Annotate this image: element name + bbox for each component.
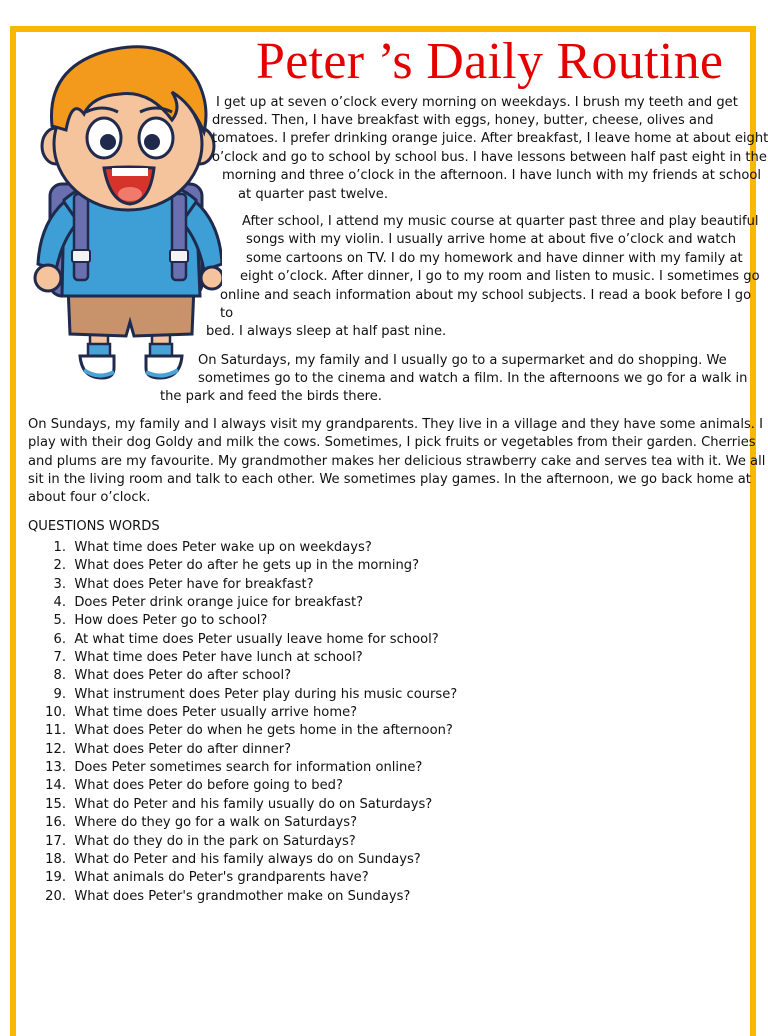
paragraph-line: tomatoes. I prefer drinking orange juice. After breakfast, I leave home at about eight	[212, 131, 768, 146]
question-number: 18.	[45, 851, 66, 867]
question-number: 11.	[45, 723, 66, 739]
question-item	[28, 704, 457, 722]
question-number: 16.	[45, 815, 66, 831]
question-number: 14.	[45, 778, 66, 794]
question-text: What time does Peter wake up on weekdays?	[74, 540, 372, 555]
question-number: 4.	[53, 595, 66, 611]
question-item	[28, 631, 457, 649]
question-number: 5.	[53, 613, 66, 629]
question-text: What do they do in the park on Saturdays?	[74, 833, 356, 849]
question-text: What does Peter do when he gets home in the afternoon?	[74, 723, 453, 739]
paragraph-line: morning and three o’clock in the afternoon. I have lunch with my friends at school	[222, 168, 762, 183]
question-text: What do Peter and his family usually do on Saturdays?	[74, 796, 433, 812]
question-item	[28, 667, 457, 685]
question-item	[28, 851, 457, 869]
question-text: What do Peter and his family always do on Sundays?	[74, 851, 421, 867]
paragraph-line: at quarter past twelve.	[238, 187, 389, 202]
question-number: 9.	[53, 686, 66, 702]
question-text: What instrument does Peter play during his music course?	[74, 686, 458, 702]
question-number: 3.	[53, 576, 66, 592]
question-text: Does Peter sometimes search for information online?	[74, 760, 423, 776]
paragraph-line: to	[220, 306, 234, 321]
question-item	[28, 833, 457, 851]
question-text: At what time does Peter usually leave home for school?	[74, 631, 439, 647]
question-item	[28, 722, 457, 740]
question-item	[28, 557, 457, 575]
question-number: 19.	[45, 870, 66, 886]
page-title: Peter ’s Daily Routine	[256, 33, 724, 90]
paragraph-line: and plums are my favourite. My grandmother makes her delicious strawberry cake and serves tea with it. We all	[28, 454, 766, 469]
question-text: What does Peter's grandmother make on Sundays?	[74, 888, 411, 904]
question-number: 2.	[53, 558, 66, 574]
questions-list	[28, 539, 457, 906]
question-item	[28, 576, 457, 594]
paragraph-line: I get up at seven o’clock every morning on weekdays. I brush my teeth and get	[216, 95, 738, 110]
question-text: What does Peter do after he gets up in the morning?	[74, 558, 420, 574]
questions-heading: QUESTIONS WORDS	[28, 519, 160, 534]
question-number: 10.	[45, 705, 66, 721]
question-number: 17.	[45, 833, 66, 849]
paragraph-line: some cartoons on TV. I do my homework and have dinner with my family at	[246, 251, 743, 266]
question-item	[28, 869, 457, 887]
question-item	[28, 594, 457, 612]
question-text: How does Peter go to school?	[74, 613, 268, 629]
paragraph-line: sometimes go to the cinema and watch a film. In the afternoons we go for a walk in	[198, 371, 748, 386]
question-item	[28, 777, 457, 795]
question-text: What does Peter do after dinner?	[74, 741, 292, 757]
question-item	[28, 759, 457, 777]
paragraph-line: o’clock and go to school by school bus. I have lessons between half past eight in the	[212, 150, 767, 165]
question-text: What animals do Peter's grandparents have?	[74, 870, 369, 886]
paragraph-line: play with their dog Goldy and milk the cows. Sometimes, I pick fruits or vegetables from their garden. Cherries	[28, 435, 756, 450]
question-number: 7.	[53, 650, 66, 666]
question-item	[28, 888, 457, 906]
question-text: Where do they go for a walk on Saturdays?	[74, 815, 358, 831]
question-item	[28, 741, 457, 759]
question-text: Does Peter drink orange juice for breakfast?	[74, 595, 364, 611]
paragraph-line: dressed. Then, I have breakfast with eggs, honey, butter, cheese, olives and	[212, 113, 714, 128]
question-item	[28, 649, 457, 667]
question-text: What time does Peter have lunch at school?	[74, 650, 363, 666]
question-number: 1.	[53, 540, 66, 555]
question-item	[28, 539, 457, 557]
question-number: 15.	[45, 796, 66, 812]
paragraph-line: the park and feed the birds there.	[160, 389, 382, 404]
question-number: 12.	[45, 741, 66, 757]
question-item	[28, 686, 457, 704]
question-text: What does Peter do after school?	[74, 668, 292, 684]
question-text: What does Peter do before going to bed?	[74, 778, 343, 794]
paragraph-line: eight o’clock. After dinner, I go to my room and listen to music. I sometimes go	[240, 269, 760, 284]
paragraph-line: online and seach information about my school subjects. I read a book before I go	[220, 288, 752, 303]
question-number: 6.	[53, 631, 66, 647]
question-number: 8.	[53, 668, 66, 684]
paragraph-line: On Sundays, my family and I always visit my grandparents. They live in a village and they have some animals. I	[28, 417, 763, 432]
paragraph-line: After school, I attend my music course at quarter past three and play beautiful	[242, 214, 759, 229]
question-item	[28, 612, 457, 630]
paragraph-line: songs with my violin. I usually arrive home at about five o’clock and watch	[246, 232, 737, 247]
question-item	[28, 814, 457, 832]
cartoon-boy-icon	[22, 34, 222, 384]
question-text: What does Peter have for breakfast?	[74, 576, 314, 592]
paragraph-line: about four o’clock.	[28, 490, 151, 505]
paragraph-line: bed. I always sleep at half past nine.	[206, 324, 447, 339]
question-number: 13.	[45, 760, 66, 776]
question-item	[28, 796, 457, 814]
question-text: What time does Peter usually arrive home?	[74, 705, 358, 721]
question-number: 20.	[45, 888, 66, 904]
paragraph-line: sit in the living room and talk to each other. We sometimes play games. In the afternoon, we go back home at	[28, 472, 751, 487]
paragraph-line: On Saturdays, my family and I usually go to a supermarket and do shopping. We	[198, 353, 727, 368]
